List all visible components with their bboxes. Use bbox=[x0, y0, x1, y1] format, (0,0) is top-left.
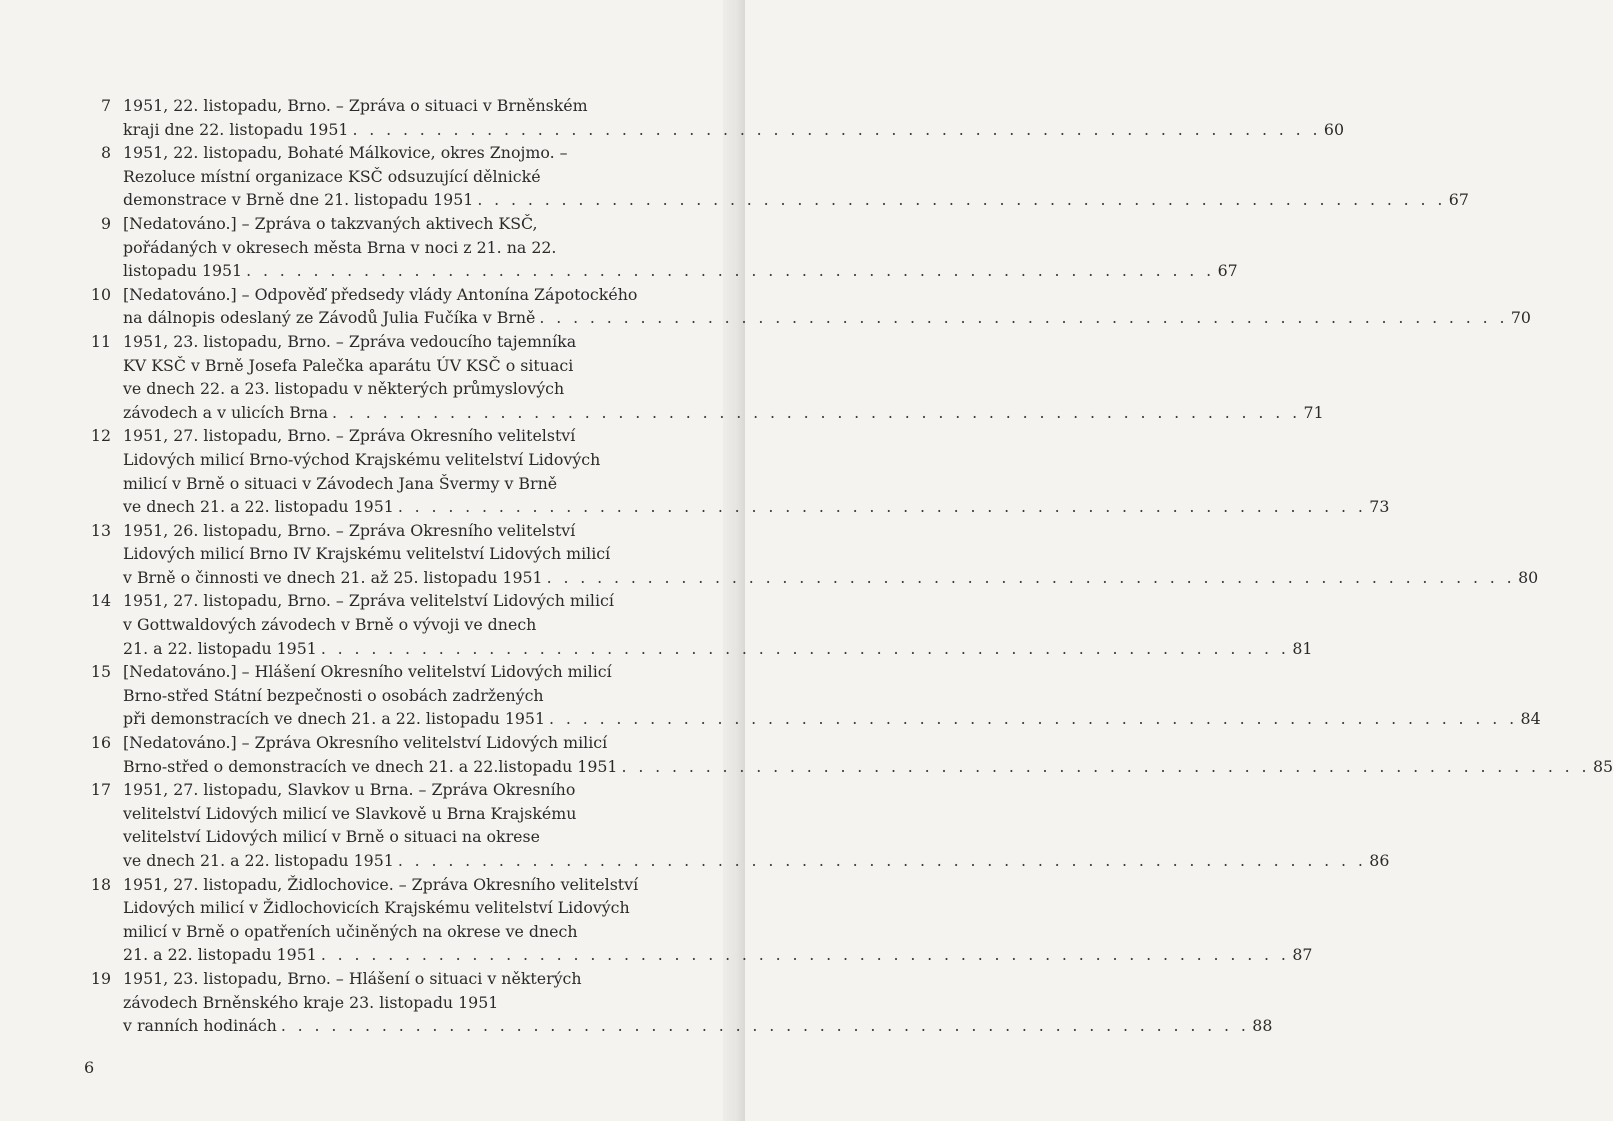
entry-line: 1951, 27. listopadu, Brno. – Zpráva velitelství Lidových milicí bbox=[123, 591, 614, 611]
entry-line: 1951, 23. listopadu, Brno. – Hlášení o situaci v některých bbox=[123, 968, 582, 988]
entry-line: 1951, 27. listopadu, Slavkov u Brna. – Zpráva Okresního bbox=[123, 780, 576, 800]
page-ref: 67 bbox=[1217, 261, 1238, 281]
entry-number: 11 bbox=[90, 331, 111, 351]
entry-line: v Gottwaldových závodech v Brně o vývoji ve dnech bbox=[123, 615, 537, 635]
entry-last-line bbox=[123, 259, 1238, 283]
entry-number: 9 bbox=[100, 213, 111, 233]
entry-text bbox=[118, 141, 1469, 212]
entry-line: Brno-střed o demonstracích ve dnech 21. a 22.listopadu 1951 bbox=[123, 756, 618, 776]
entry-number: 13 bbox=[90, 520, 111, 540]
entry-last-line bbox=[123, 401, 1324, 425]
dot-leader: . . . . . . . . . . . . . . . . . . . . . . . . . . . . . . . . . . . . . . . . . . . . . . . . . . . . . . . . . . bbox=[246, 261, 1215, 281]
entry-line: milicí v Brně o opatřeních učiněných na okrese ve dnech bbox=[123, 921, 578, 941]
entry-line: milicí v Brně o situaci v Závodech Jana Švermy v Brně bbox=[123, 473, 558, 493]
entry-line: pořádaných v okresech města Brna v noci z 21. na 22. bbox=[123, 237, 557, 257]
toc-entry bbox=[80, 283, 1531, 330]
toc-entry bbox=[80, 94, 1345, 141]
entry-text bbox=[118, 330, 1324, 424]
entry-line: 1951, 27. listopadu, Brno. – Zpráva Okresního velitelství bbox=[123, 426, 576, 446]
entry-line: demonstrace v Brně dne 21. listopadu 1951 bbox=[123, 190, 474, 210]
dot-leader: . . . . . . . . . . . . . . . . . . . . . . . . . . . . . . . . . . . . . . . . . . . . . . . . . . . . . . . . . . bbox=[280, 1016, 1250, 1036]
page-number: 6 bbox=[84, 1058, 95, 1077]
toc-entry bbox=[80, 519, 1539, 590]
entry-number: 15 bbox=[90, 662, 111, 682]
page-ref: 86 bbox=[1369, 851, 1390, 870]
entry-line: velitelství Lidových milicí v Brně o situaci na okrese bbox=[123, 827, 540, 847]
dot-leader: . . . . . . . . . . . . . . . . . . . . . . . . . . . . . . . . . . . . . . . . . . . . . . . . . . . . . . . . . . bbox=[320, 945, 1290, 965]
toc-entry bbox=[80, 660, 1541, 731]
page-ref: 88 bbox=[1252, 1016, 1273, 1036]
dot-leader: . . . . . . . . . . . . . . . . . . . . . . . . . . . . . . . . . . . . . . . . . . . . . . . . . . . . . . . . . . bbox=[397, 497, 1367, 517]
entry-line: v ranních hodinách bbox=[123, 1016, 277, 1036]
entry-last-line bbox=[123, 1014, 1272, 1038]
table-of-contents bbox=[80, 94, 1613, 1038]
entry-number: 7 bbox=[100, 96, 111, 115]
entry-line: Brno-střed Státní bezpečnosti o osobách zadržených bbox=[123, 685, 544, 705]
entry-text bbox=[118, 283, 1531, 330]
entry-line: v Brně o činnosti ve dnech 21. až 25. listopadu 1951 bbox=[123, 567, 543, 587]
dot-leader: . . . . . . . . . . . . . . . . . . . . . . . . . . . . . . . . . . . . . . . . . . . . . . . . . . . . . . . . . . bbox=[621, 756, 1590, 776]
entry-line: závodech a v ulicích Brna bbox=[123, 402, 329, 422]
entry-last-line bbox=[123, 943, 1312, 967]
dot-leader: . . . . . . . . . . . . . . . . . . . . . . . . . . . . . . . . . . . . . . . . . . . . . . . . . . . . . . . . . . bbox=[397, 851, 1367, 870]
entry-text bbox=[118, 731, 1613, 778]
page-ref: 85 bbox=[1592, 756, 1613, 776]
entry-last-line bbox=[123, 118, 1344, 142]
entry-last-line bbox=[123, 637, 1312, 661]
entry-last-line bbox=[123, 707, 1541, 731]
page-ref: 67 bbox=[1448, 190, 1469, 210]
dot-leader: . . . . . . . . . . . . . . . . . . . . . . . . . . . . . . . . . . . . . . . . . . . . . . . . . . . . . . . . . . bbox=[539, 308, 1508, 328]
entry-line: listopadu 1951 bbox=[123, 261, 243, 281]
entry-text bbox=[118, 778, 1389, 872]
entry-text bbox=[118, 967, 1272, 1038]
page-ref: 80 bbox=[1518, 567, 1539, 587]
entry-last-line bbox=[123, 306, 1531, 330]
entry-line: při demonstracích ve dnech 21. a 22. listopadu 1951 bbox=[123, 709, 546, 729]
entry-number: 19 bbox=[90, 968, 111, 988]
entry-line: Lidových milicí v Židlochovicích Krajskému velitelství Lidových bbox=[123, 898, 630, 918]
entry-text bbox=[118, 873, 1312, 967]
toc-entry bbox=[80, 141, 1469, 212]
entry-line: Rezoluce místní organizace KSČ odsuzující dělnické bbox=[123, 166, 541, 186]
entry-line: 1951, 23. listopadu, Brno. – Zpráva vedoucího tajemníka bbox=[123, 331, 577, 351]
page-ref: 81 bbox=[1292, 638, 1313, 658]
entry-text bbox=[118, 94, 1344, 141]
toc-entry bbox=[80, 873, 1313, 967]
entry-line: 1951, 22. listopadu, Brno. – Zpráva o situaci v Brněnském bbox=[123, 96, 588, 115]
dot-leader: . . . . . . . . . . . . . . . . . . . . . . . . . . . . . . . . . . . . . . . . . . . . . . . . . . . . . . . . . . bbox=[549, 709, 1518, 729]
entry-line: Lidových milicí Brno-východ Krajskému velitelství Lidových bbox=[123, 449, 601, 469]
entry-line: ve dnech 22. a 23. listopadu v některých průmyslových bbox=[123, 379, 565, 399]
entry-line: Lidových milicí Brno IV Krajskému velitelství Lidových milicí bbox=[123, 544, 611, 564]
entry-line: [Nedatováno.] – Zpráva Okresního velitelství Lidových milicí bbox=[123, 733, 608, 753]
entry-number: 17 bbox=[90, 780, 111, 800]
entry-last-line bbox=[123, 495, 1389, 519]
page-ref: 73 bbox=[1369, 497, 1390, 517]
entry-number: 8 bbox=[100, 143, 111, 163]
entry-text bbox=[118, 660, 1541, 731]
entry-line: [Nedatováno.] – Zpráva o takzvaných aktivech KSČ, bbox=[123, 213, 538, 233]
entry-line: ve dnech 21. a 22. listopadu 1951 bbox=[123, 851, 394, 870]
toc-entry bbox=[80, 778, 1390, 872]
toc-entry bbox=[80, 967, 1273, 1038]
entry-line: kraji dne 22. listopadu 1951 bbox=[123, 119, 349, 139]
entry-text bbox=[118, 424, 1389, 518]
entry-line: velitelství Lidových milicí ve Slavkově u Brna Krajskému bbox=[123, 803, 577, 823]
entry-number: 14 bbox=[90, 591, 111, 611]
entry-text bbox=[118, 212, 1238, 283]
entry-line: 21. a 22. listopadu 1951 bbox=[123, 945, 317, 965]
dot-leader: . . . . . . . . . . . . . . . . . . . . . . . . . . . . . . . . . . . . . . . . . . . . . . . . . . . . . . . . . . bbox=[477, 190, 1446, 210]
entry-line: závodech Brněnského kraje 23. listopadu 1951 bbox=[123, 992, 499, 1012]
entry-line: 1951, 27. listopadu, Židlochovice. – Zpráva Okresního velitelství bbox=[123, 874, 639, 894]
entry-line: 1951, 22. listopadu, Bohaté Málkovice, okres Znojmo. – bbox=[123, 143, 568, 163]
page-ref: 87 bbox=[1292, 945, 1313, 965]
entry-line: ve dnech 21. a 22. listopadu 1951 bbox=[123, 497, 394, 517]
toc-entry bbox=[80, 330, 1324, 424]
page-ref: 70 bbox=[1510, 308, 1531, 328]
entry-line: [Nedatováno.] – Odpověď předsedy vlády Antonína Zápotockého bbox=[123, 284, 638, 304]
entry-line: 1951, 26. listopadu, Brno. – Zpráva Okresního velitelství bbox=[123, 520, 576, 540]
entry-number: 16 bbox=[90, 733, 111, 753]
entry-number: 10 bbox=[90, 284, 111, 304]
entry-line: [Nedatováno.] – Hlášení Okresního velitelství Lidových milicí bbox=[123, 662, 612, 682]
dot-leader: . . . . . . . . . . . . . . . . . . . . . . . . . . . . . . . . . . . . . . . . . . . . . . . . . . . . . . . . . . bbox=[332, 402, 1301, 422]
entry-line: KV KSČ v Brně Josefa Palečka aparátu ÚV KSČ o situaci bbox=[123, 355, 574, 375]
entry-number: 12 bbox=[90, 426, 111, 446]
entry-line: na dálnopis odeslaný ze Závodů Julia Fučíka v Brně bbox=[123, 308, 536, 328]
entry-text bbox=[118, 589, 1312, 660]
page-ref: 71 bbox=[1303, 402, 1324, 422]
toc-entry bbox=[80, 212, 1238, 283]
dot-leader: . . . . . . . . . . . . . . . . . . . . . . . . . . . . . . . . . . . . . . . . . . . . . . . . . . . . . . . . . . bbox=[546, 567, 1516, 587]
entry-last-line bbox=[123, 755, 1613, 779]
entry-last-line bbox=[123, 849, 1389, 873]
toc-entry bbox=[80, 424, 1390, 518]
entry-text bbox=[118, 519, 1538, 590]
entry-line: 21. a 22. listopadu 1951 bbox=[123, 638, 317, 658]
toc-entry bbox=[80, 589, 1313, 660]
page-ref: 84 bbox=[1520, 709, 1541, 729]
entry-last-line bbox=[123, 566, 1538, 590]
dot-leader: . . . . . . . . . . . . . . . . . . . . . . . . . . . . . . . . . . . . . . . . . . . . . . . . . . . . . . . . . . bbox=[352, 119, 1321, 139]
dot-leader: . . . . . . . . . . . . . . . . . . . . . . . . . . . . . . . . . . . . . . . . . . . . . . . . . . . . . . . . . . bbox=[320, 638, 1290, 658]
entry-number: 18 bbox=[90, 874, 111, 894]
entry-last-line bbox=[123, 188, 1469, 212]
toc-entry bbox=[80, 731, 1613, 778]
page-ref: 60 bbox=[1323, 119, 1345, 139]
